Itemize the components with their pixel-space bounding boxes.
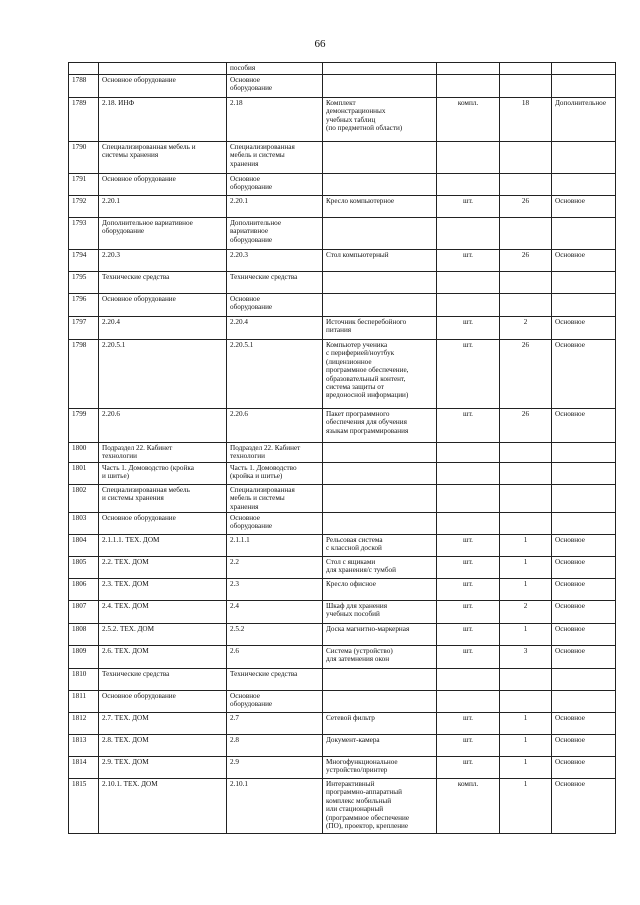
cell-code: Технические средства bbox=[227, 669, 323, 691]
table-row bbox=[69, 142, 616, 174]
cell-name: Технические средства bbox=[99, 272, 227, 294]
cell-type bbox=[552, 484, 616, 512]
cell-qty: 26 bbox=[500, 250, 552, 272]
cell-name: 2.20.6 bbox=[99, 409, 227, 443]
table-row bbox=[69, 579, 616, 601]
cell-qty bbox=[500, 669, 552, 691]
cell-code: 2.18 bbox=[227, 98, 323, 142]
cell-num: 1799 bbox=[69, 409, 99, 443]
cell-name: 2.20.1 bbox=[99, 196, 227, 218]
cell-qty: 1 bbox=[500, 579, 552, 601]
cell-qty bbox=[500, 218, 552, 250]
table-row bbox=[69, 340, 616, 409]
cell-code: 2.5.2 bbox=[227, 624, 323, 646]
cell-num: 1793 bbox=[69, 218, 99, 250]
cell-desc bbox=[323, 691, 437, 713]
cell-num: 1805 bbox=[69, 557, 99, 579]
cell-qty: 1 bbox=[500, 779, 552, 834]
cell-num: 1804 bbox=[69, 535, 99, 557]
table-row bbox=[69, 462, 616, 484]
table-row bbox=[69, 317, 616, 340]
cell-num: 1798 bbox=[69, 340, 99, 409]
cell-name: Основное оборудование bbox=[99, 691, 227, 713]
cell-unit: шт. bbox=[437, 196, 500, 218]
cell-name: 2.3. ТЕХ. ДОМ bbox=[99, 579, 227, 601]
cell-desc: Многофункциональное устройство/принтер bbox=[323, 757, 437, 779]
cell-qty: 1 bbox=[500, 535, 552, 557]
cell-name: 2.20.4 bbox=[99, 317, 227, 340]
cell-desc: Кресло компьютерное bbox=[323, 196, 437, 218]
cell-unit: шт. bbox=[437, 601, 500, 624]
cell-name: 2.7. ТЕХ. ДОМ bbox=[99, 713, 227, 735]
cell-name: 2.8. ТЕХ. ДОМ bbox=[99, 735, 227, 757]
cell-name: Основное оборудование bbox=[99, 513, 227, 535]
table-row bbox=[69, 174, 616, 196]
cell-code: 2.20.3 bbox=[227, 250, 323, 272]
cell-name: Часть 1. Домоводство (кройка и шитье) bbox=[99, 462, 227, 484]
cell-name: Основное оборудование bbox=[99, 294, 227, 317]
table-row bbox=[69, 75, 616, 98]
cell-qty: 1 bbox=[500, 713, 552, 735]
cell-num: 1791 bbox=[69, 174, 99, 196]
cell-unit bbox=[437, 174, 500, 196]
cell-code: Основное оборудование bbox=[227, 513, 323, 535]
cell-code: 2.9 bbox=[227, 757, 323, 779]
cell-unit: шт. bbox=[437, 646, 500, 669]
cell-qty: 26 bbox=[500, 340, 552, 409]
cell-code: 2.7 bbox=[227, 713, 323, 735]
page-number: 66 bbox=[314, 38, 326, 50]
table-row bbox=[69, 601, 616, 624]
cell-qty bbox=[500, 513, 552, 535]
cell-desc bbox=[323, 484, 437, 512]
cell-code: 2.20.6 bbox=[227, 409, 323, 443]
cell-code: 2.10.1 bbox=[227, 779, 323, 834]
cell-unit bbox=[437, 294, 500, 317]
cell-num: 1796 bbox=[69, 294, 99, 317]
cell-type: Основное bbox=[552, 757, 616, 779]
cell-unit bbox=[437, 272, 500, 294]
cell-type bbox=[552, 218, 616, 250]
table-row bbox=[69, 735, 616, 757]
cell-unit: компл. bbox=[437, 98, 500, 142]
cell-unit: шт. bbox=[437, 713, 500, 735]
cell-code: 2.20.1 bbox=[227, 196, 323, 218]
cell-name: 2.18. ИНФ bbox=[99, 98, 227, 142]
cell-num: 1811 bbox=[69, 691, 99, 713]
cell-desc bbox=[323, 218, 437, 250]
equipment-table bbox=[68, 62, 616, 834]
cell-type: Основное bbox=[552, 317, 616, 340]
cell-code: Часть 1. Домоводство (кройка и шитье) bbox=[227, 462, 323, 484]
cell-name: Специализированная мебель и системы хранения bbox=[99, 484, 227, 512]
table-row bbox=[69, 250, 616, 272]
cell-code: Дополнительное вариативное оборудование bbox=[227, 218, 323, 250]
cell-code: Основное оборудование bbox=[227, 75, 323, 98]
cell-num: 1797 bbox=[69, 317, 99, 340]
cell-type bbox=[552, 691, 616, 713]
cell-num: 1792 bbox=[69, 196, 99, 218]
table-row bbox=[69, 757, 616, 779]
cell-num: 1789 bbox=[69, 98, 99, 142]
cell-code: Специализированная мебель и системы хранения bbox=[227, 142, 323, 174]
cell-unit bbox=[437, 218, 500, 250]
cell-unit: шт. bbox=[437, 250, 500, 272]
cell-name: Основное оборудование bbox=[99, 174, 227, 196]
cell-code: Основное оборудование bbox=[227, 294, 323, 317]
cell-desc: Рельсовая система с классной доской bbox=[323, 535, 437, 557]
cell-desc bbox=[323, 63, 437, 75]
cell-desc bbox=[323, 272, 437, 294]
cell-unit: шт. bbox=[437, 579, 500, 601]
table-row bbox=[69, 196, 616, 218]
table-row bbox=[69, 779, 616, 834]
cell-unit: шт. bbox=[437, 624, 500, 646]
cell-desc: Документ-камера bbox=[323, 735, 437, 757]
cell-desc bbox=[323, 443, 437, 463]
table-row bbox=[69, 535, 616, 557]
cell-qty: 3 bbox=[500, 646, 552, 669]
table-row bbox=[69, 669, 616, 691]
cell-unit: шт. bbox=[437, 557, 500, 579]
cell-unit bbox=[437, 484, 500, 512]
cell-unit bbox=[437, 75, 500, 98]
table-row bbox=[69, 218, 616, 250]
cell-code: 2.2 bbox=[227, 557, 323, 579]
cell-type: Основное bbox=[552, 779, 616, 834]
cell-name: 2.6. ТЕХ. ДОМ bbox=[99, 646, 227, 669]
cell-qty bbox=[500, 174, 552, 196]
cell-qty: 1 bbox=[500, 735, 552, 757]
cell-unit: шт. bbox=[437, 340, 500, 409]
cell-num: 1788 bbox=[69, 75, 99, 98]
cell-type: Основное bbox=[552, 557, 616, 579]
cell-type: Основное bbox=[552, 250, 616, 272]
table-row bbox=[69, 272, 616, 294]
cell-qty: 1 bbox=[500, 624, 552, 646]
cell-desc bbox=[323, 75, 437, 98]
cell-type: Основное bbox=[552, 409, 616, 443]
cell-num: 1802 bbox=[69, 484, 99, 512]
cell-code: Подраздел 22. Кабинет технологии bbox=[227, 443, 323, 463]
cell-qty: 26 bbox=[500, 196, 552, 218]
cell-unit bbox=[437, 669, 500, 691]
cell-type: Основное bbox=[552, 340, 616, 409]
table-row bbox=[69, 691, 616, 713]
cell-type bbox=[552, 75, 616, 98]
cell-code: 2.20.4 bbox=[227, 317, 323, 340]
cell-name: Основное оборудование bbox=[99, 75, 227, 98]
cell-qty: 18 bbox=[500, 98, 552, 142]
cell-desc bbox=[323, 462, 437, 484]
cell-num: 1815 bbox=[69, 779, 99, 834]
table-row bbox=[69, 409, 616, 443]
cell-code: 2.1.1.1 bbox=[227, 535, 323, 557]
cell-type bbox=[552, 272, 616, 294]
cell-code: Технические средства bbox=[227, 272, 323, 294]
cell-unit: шт. bbox=[437, 757, 500, 779]
cell-desc: Шкаф для хранения учебных пособий bbox=[323, 601, 437, 624]
cell-name: Технические средства bbox=[99, 669, 227, 691]
cell-qty: 2 bbox=[500, 317, 552, 340]
cell-qty: 1 bbox=[500, 757, 552, 779]
cell-desc bbox=[323, 174, 437, 196]
cell-desc: Стол компьютерный bbox=[323, 250, 437, 272]
cell-code: 2.4 bbox=[227, 601, 323, 624]
cell-desc bbox=[323, 294, 437, 317]
cell-name: Дополнительное вариативное оборудование bbox=[99, 218, 227, 250]
cell-num: 1813 bbox=[69, 735, 99, 757]
cell-name: 2.9. ТЕХ. ДОМ bbox=[99, 757, 227, 779]
cell-name: 2.20.3 bbox=[99, 250, 227, 272]
cell-type: Основное bbox=[552, 624, 616, 646]
cell-type bbox=[552, 513, 616, 535]
cell-desc: Пакет программного обеспечения для обучения языкам программирования bbox=[323, 409, 437, 443]
cell-qty bbox=[500, 484, 552, 512]
cell-num: 1806 bbox=[69, 579, 99, 601]
cell-desc bbox=[323, 669, 437, 691]
cell-type bbox=[552, 294, 616, 317]
cell-desc: Кресло офисное bbox=[323, 579, 437, 601]
table-row bbox=[69, 557, 616, 579]
table-row bbox=[69, 624, 616, 646]
cell-type: Основное bbox=[552, 535, 616, 557]
cell-code: пособия bbox=[227, 63, 323, 75]
cell-num: 1807 bbox=[69, 601, 99, 624]
cell-code: 2.20.5.1 bbox=[227, 340, 323, 409]
cell-num: 1803 bbox=[69, 513, 99, 535]
cell-name bbox=[99, 63, 227, 75]
cell-type bbox=[552, 669, 616, 691]
cell-name: Подраздел 22. Кабинет технологии bbox=[99, 443, 227, 463]
table-row bbox=[69, 646, 616, 669]
cell-unit: шт. bbox=[437, 409, 500, 443]
cell-qty bbox=[500, 142, 552, 174]
table-row bbox=[69, 443, 616, 463]
cell-num: 1809 bbox=[69, 646, 99, 669]
cell-num: 1800 bbox=[69, 443, 99, 463]
cell-qty bbox=[500, 462, 552, 484]
cell-code: 2.6 bbox=[227, 646, 323, 669]
cell-desc bbox=[323, 142, 437, 174]
cell-code: 2.8 bbox=[227, 735, 323, 757]
cell-qty bbox=[500, 294, 552, 317]
cell-code: Основное оборудование bbox=[227, 174, 323, 196]
cell-type bbox=[552, 462, 616, 484]
cell-qty bbox=[500, 75, 552, 98]
cell-name: 2.10.1. ТЕХ. ДОМ bbox=[99, 779, 227, 834]
cell-unit bbox=[437, 462, 500, 484]
cell-unit bbox=[437, 142, 500, 174]
cell-type: Основное bbox=[552, 601, 616, 624]
cell-unit bbox=[437, 513, 500, 535]
cell-name: 2.4. ТЕХ. ДОМ bbox=[99, 601, 227, 624]
cell-qty bbox=[500, 443, 552, 463]
cell-name: 2.1.1.1. ТЕХ. ДОМ bbox=[99, 535, 227, 557]
cell-unit bbox=[437, 691, 500, 713]
cell-type bbox=[552, 443, 616, 463]
cell-type: Основное bbox=[552, 196, 616, 218]
cell-type bbox=[552, 174, 616, 196]
cell-type bbox=[552, 142, 616, 174]
cell-unit: шт. bbox=[437, 317, 500, 340]
cell-name: Специализированная мебель и системы хранения bbox=[99, 142, 227, 174]
cell-num: 1790 bbox=[69, 142, 99, 174]
cell-desc bbox=[323, 513, 437, 535]
cell-code: Основное оборудование bbox=[227, 691, 323, 713]
cell-qty: 2 bbox=[500, 601, 552, 624]
cell-type bbox=[552, 63, 616, 75]
cell-qty bbox=[500, 272, 552, 294]
cell-name: 2.5.2. ТЕХ. ДОМ bbox=[99, 624, 227, 646]
cell-desc: Комплект демонстрационных учебных таблиц (по предметной области) bbox=[323, 98, 437, 142]
cell-unit: шт. bbox=[437, 535, 500, 557]
cell-code: 2.3 bbox=[227, 579, 323, 601]
cell-num: 1814 bbox=[69, 757, 99, 779]
cell-qty: 1 bbox=[500, 557, 552, 579]
table-row bbox=[69, 98, 616, 142]
cell-desc: Сетевой фильтр bbox=[323, 713, 437, 735]
cell-unit bbox=[437, 63, 500, 75]
table-row bbox=[69, 713, 616, 735]
cell-desc: Интерактивный программно-аппаратный комплекс мобильный или стационарный (программное обеспечение (ПО), проектор, крепление bbox=[323, 779, 437, 834]
cell-unit: компл. bbox=[437, 779, 500, 834]
table-row bbox=[69, 294, 616, 317]
cell-type: Дополнительное bbox=[552, 98, 616, 142]
cell-qty bbox=[500, 63, 552, 75]
table-row bbox=[69, 484, 616, 512]
cell-num: 1812 bbox=[69, 713, 99, 735]
cell-name: 2.20.5.1 bbox=[99, 340, 227, 409]
cell-num: 1810 bbox=[69, 669, 99, 691]
cell-num: 1801 bbox=[69, 462, 99, 484]
cell-num: 1794 bbox=[69, 250, 99, 272]
table-row bbox=[69, 63, 616, 75]
cell-desc: Компьютер ученика с периферией/ноутбук (лицензионное программное обеспечение, образовательный контент, система защиты от вредоносной информации) bbox=[323, 340, 437, 409]
cell-desc: Система (устройство) для затемнения окон bbox=[323, 646, 437, 669]
cell-qty: 26 bbox=[500, 409, 552, 443]
cell-desc: Стол с ящиками для хранения/с тумбой bbox=[323, 557, 437, 579]
cell-type: Основное bbox=[552, 646, 616, 669]
cell-name: 2.2. ТЕХ. ДОМ bbox=[99, 557, 227, 579]
cell-desc: Доска магнитно-маркерная bbox=[323, 624, 437, 646]
cell-num: 1795 bbox=[69, 272, 99, 294]
cell-type: Основное bbox=[552, 579, 616, 601]
cell-type: Основное bbox=[552, 735, 616, 757]
cell-unit: шт. bbox=[437, 735, 500, 757]
cell-desc: Источник бесперебойного питания bbox=[323, 317, 437, 340]
cell-type: Основное bbox=[552, 713, 616, 735]
cell-num bbox=[69, 63, 99, 75]
cell-unit bbox=[437, 443, 500, 463]
cell-code: Специализированная мебель и системы хранения bbox=[227, 484, 323, 512]
table-row bbox=[69, 513, 616, 535]
cell-num: 1808 bbox=[69, 624, 99, 646]
cell-qty bbox=[500, 691, 552, 713]
